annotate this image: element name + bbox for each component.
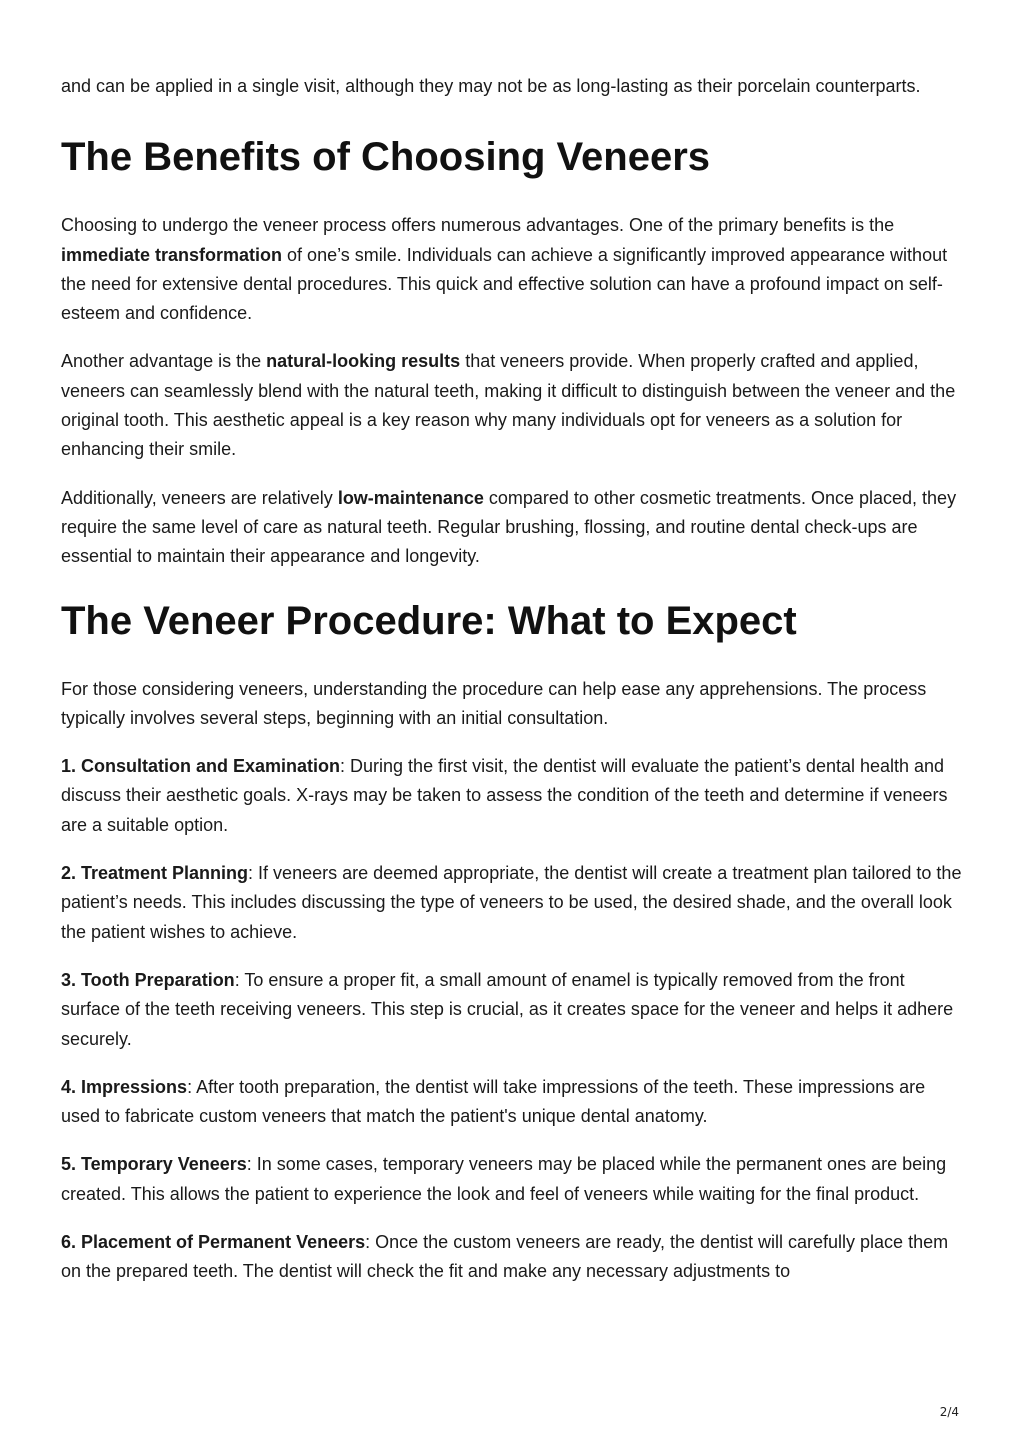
intro-continuation-paragraph: and can be applied in a single visit, although they may not be as long-lasting as their porcelain counterparts. <box>61 76 921 96</box>
step-title: 5. Temporary Veneers <box>61 1154 247 1175</box>
procedure-intro-paragraph: For those considering veneers, understanding the procedure can help ease any apprehensions. The process typically involves several steps, beginning with an initial consultation. <box>61 678 927 728</box>
step-title: 4. Impressions <box>61 1076 188 1097</box>
benefits-paragraph-3 <box>61 484 966 572</box>
paragraph-text: Additionally, veneers are relatively <box>61 487 338 508</box>
procedure-heading: The Veneer Procedure: What to Expect <box>61 598 797 643</box>
procedure-step-3 <box>61 966 966 1054</box>
benefits-heading: The Benefits of Choosing Veneers <box>61 135 711 180</box>
paragraph-text: Another advantage is the <box>61 351 267 372</box>
step-text: : If veneers are deemed appropriate, the dentist will create a treatment plan tailored to the patient’s needs. This includes discussing the type of veneers to be used, the desired shade, and the overall look the patient wishes to achieve. <box>61 863 962 942</box>
step-text: : During the first visit, the dentist will evaluate the patient’s dental health and discuss their aesthetic goals. X-rays may be taken to assess the condition of the teeth and determine if veneers are a suitable option. <box>61 756 948 835</box>
step-text: : In some cases, temporary veneers may be placed while the permanent ones are being created. This allows the patient to experience the look and feel of veneers while waiting for the final product. <box>61 1154 947 1204</box>
benefits-paragraph-2 <box>61 347 966 464</box>
benefits-paragraph-1 <box>61 211 966 328</box>
paragraph-text: Choosing to undergo the veneer process offers numerous advantages. One of the primary benefits is the <box>61 215 895 236</box>
step-title: 6. Placement of Permanent Veneers <box>61 1232 366 1253</box>
step-title: 1. Consultation and Examination <box>61 756 341 777</box>
procedure-step-2 <box>61 859 966 947</box>
procedure-step-6 <box>61 1228 966 1287</box>
step-text: : Once the custom veneers are ready, the dentist will carefully place them on the prepared teeth. The dentist will check the fit and make any necessary adjustments to <box>61 1232 949 1282</box>
step-title: 2. Treatment Planning <box>61 863 249 884</box>
page-number: 2/4 <box>939 1405 959 1419</box>
document-page <box>61 72 966 1306</box>
bold-phrase: immediate transformation <box>61 244 283 265</box>
step-text: : To ensure a proper fit, a small amount of enamel is typically removed from the front surface of the teeth receiving veneers. This step is crucial, as it creates space for the veneer and helps it adhere securely. <box>61 969 954 1049</box>
procedure-step-1 <box>61 752 966 840</box>
procedure-step-5 <box>61 1150 966 1209</box>
paragraph-text: that veneers provide. When properly crafted and applied, veneers can seamlessly blend with the natural teeth, making it difficult to distinguish between the veneer and the original tooth. This aesthetic appeal is a key reason why many individuals opt for veneers as a solution for enhancing their smile. <box>61 351 956 460</box>
procedure-step-4 <box>61 1073 966 1132</box>
bold-phrase: low-maintenance <box>337 487 484 508</box>
bold-phrase: natural-looking results <box>266 351 461 372</box>
paragraph-text: compared to other cosmetic treatments. Once placed, they require the same level of care as natural teeth. Regular brushing, flossing, and routine dental check-ups are essential to maintain their appearance and longevity. <box>61 487 957 567</box>
paragraph-text: of one’s smile. Individuals can achieve a significantly improved appearance without the need for extensive dental procedures. This quick and effective solution can have a profound impact on self-esteem and confidence. <box>61 244 948 324</box>
step-text: : After tooth preparation, the dentist will take impressions of the teeth. These impressions are used to fabricate custom veneers that match the patient's unique dental anatomy. <box>61 1076 926 1127</box>
step-title: 3. Tooth Preparation <box>61 969 235 990</box>
